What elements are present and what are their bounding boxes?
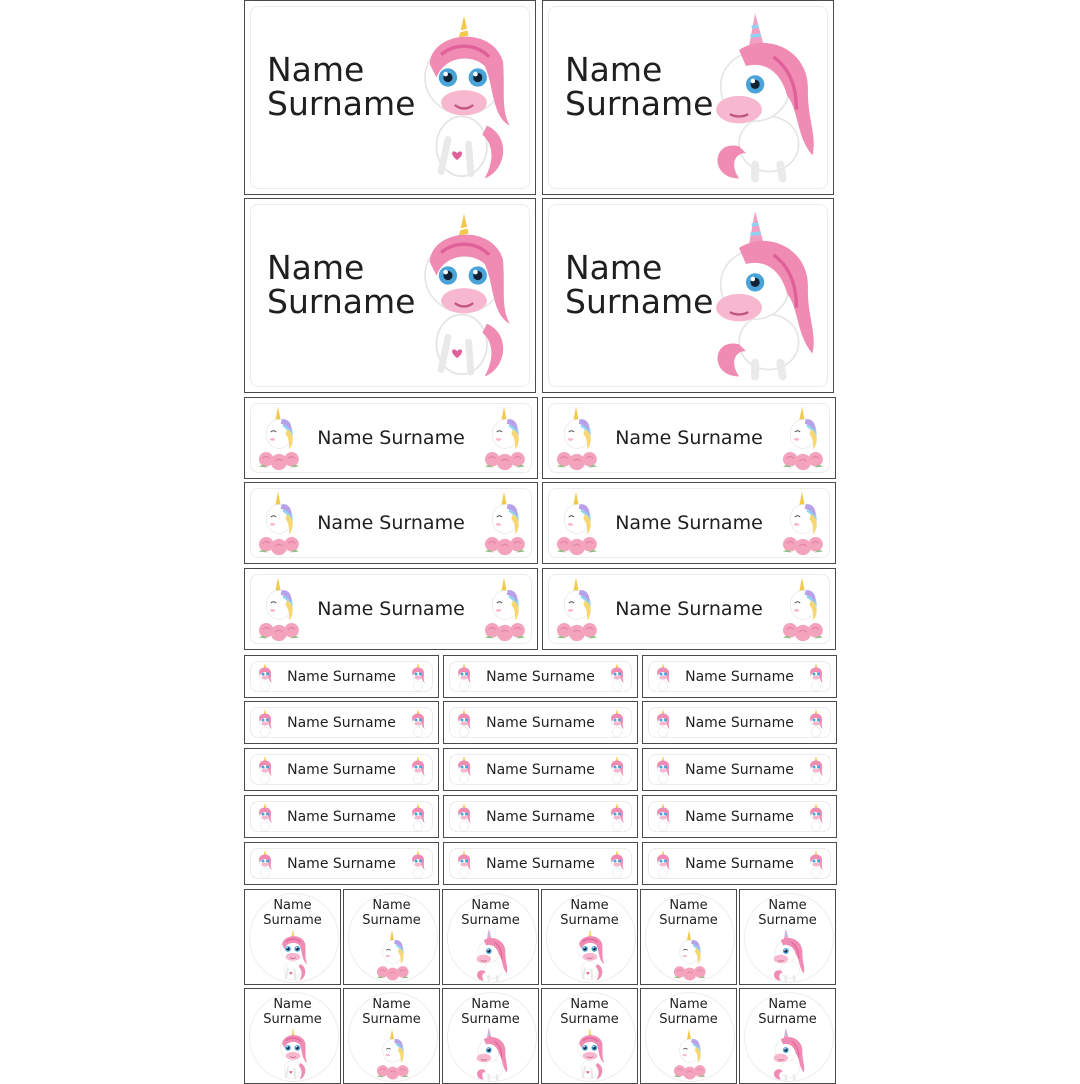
round-name-label [739,889,836,985]
medium-name-label [542,568,836,650]
label-name-text: Name Surname [486,808,595,825]
medium-name-label [244,568,538,650]
round-name-label [640,988,737,1084]
surname-text: Surname [560,1012,619,1027]
first-name-text: Name [768,997,807,1012]
small-name-label [642,701,837,744]
surname-text: Surname [267,282,416,321]
surname-text: Surname [565,84,714,123]
label-name-text [542,997,637,1027]
label-name-text: Name Surname [685,668,794,685]
label-name-text: Name Surname [287,761,396,778]
small-name-label [642,748,837,791]
small-name-label [443,748,638,791]
label-name-text [565,50,714,123]
label-name-text: Name Surname [317,598,465,620]
first-name-text: Name [669,997,708,1012]
surname-text: Surname [565,282,714,321]
rose-bouquet-icon [667,928,711,982]
rose-bouquet-icon [370,928,414,982]
surname-text: Surname [263,913,322,928]
unicorn-pink-icon [405,11,523,183]
unicorn-pink-icon [568,928,612,982]
large-name-label [542,198,834,393]
label-name-text [245,898,340,928]
large-name-label [244,198,536,393]
surname-text: Surname [461,1012,520,1027]
label-name-text: Name Surname [615,427,763,449]
surname-text: Surname [362,913,421,928]
round-name-label [343,889,440,985]
label-name-text: Name Surname [287,808,396,825]
unicorn-pink-icon [271,1027,315,1081]
round-name-label [739,988,836,1084]
first-name-text: Name [669,898,708,913]
medium-name-label [244,397,538,479]
label-name-text: Name Surname [685,855,794,872]
label-name-text: Name Surname [287,855,396,872]
surname-text: Surname [659,913,718,928]
first-name-text: Name [471,997,510,1012]
label-name-text: Name Surname [287,668,396,685]
label-name-text [542,898,637,928]
round-name-label [541,889,638,985]
small-name-label [443,701,638,744]
label-name-text [344,997,439,1027]
label-name-text [267,50,416,123]
label-name-text [740,898,835,928]
medium-name-label [542,397,836,479]
small-name-label [244,748,439,791]
round-name-label [343,988,440,1084]
round-name-label [244,988,341,1084]
unicorn-rainbow-icon [703,11,821,183]
round-name-label [244,889,341,985]
label-name-text [344,898,439,928]
unicorn-rainbow-icon [469,928,513,982]
label-name-text: Name Surname [317,427,465,449]
surname-text: Surname [560,913,619,928]
small-name-label [244,795,439,838]
label-name-text [641,997,736,1027]
round-name-label [640,889,737,985]
round-name-label [442,988,539,1084]
surname-text: Surname [263,1012,322,1027]
small-name-label [244,701,439,744]
first-name-text: Name [267,248,365,287]
surname-text: Surname [758,1012,817,1027]
small-name-label [642,655,837,698]
unicorn-rainbow-icon [703,209,821,381]
surname-text: Surname [758,913,817,928]
label-name-text [740,997,835,1027]
first-name-text: Name [570,898,609,913]
round-name-label [541,988,638,1084]
first-name-text: Name [372,898,411,913]
rose-bouquet-icon [370,1027,414,1081]
label-name-text: Name Surname [486,714,595,731]
label-name-text: Name Surname [685,761,794,778]
first-name-text: Name [565,50,663,89]
label-name-text: Name Surname [486,668,595,685]
medium-name-label [542,482,836,564]
unicorn-pink-icon [271,928,315,982]
unicorn-pink-icon [405,209,523,381]
label-name-text: Name Surname [486,855,595,872]
medium-name-label [244,482,538,564]
surname-text: Surname [659,1012,718,1027]
label-name-text [565,248,714,321]
label-name-text: Name Surname [486,761,595,778]
small-name-label [642,795,837,838]
label-name-text: Name Surname [685,714,794,731]
label-name-text [245,997,340,1027]
first-name-text: Name [273,898,312,913]
label-name-text: Name Surname [615,512,763,534]
label-name-text [443,898,538,928]
unicorn-rainbow-icon [766,1027,810,1081]
first-name-text: Name [565,248,663,287]
first-name-text: Name [372,997,411,1012]
label-name-text: Name Surname [685,808,794,825]
surname-text: Surname [461,913,520,928]
rose-bouquet-icon [667,1027,711,1081]
surname-text: Surname [267,84,416,123]
label-name-text [267,248,416,321]
small-name-label [244,655,439,698]
round-name-label [442,889,539,985]
large-name-label [542,0,834,195]
label-name-text [443,997,538,1027]
large-name-label [244,0,536,195]
first-name-text: Name [471,898,510,913]
label-name-text: Name Surname [615,598,763,620]
small-name-label [244,842,439,885]
unicorn-pink-icon [568,1027,612,1081]
first-name-text: Name [267,50,365,89]
label-name-text: Name Surname [287,714,396,731]
label-name-text [641,898,736,928]
small-name-label [443,795,638,838]
first-name-text: Name [570,997,609,1012]
first-name-text: Name [768,898,807,913]
surname-text: Surname [362,1012,421,1027]
small-name-label [642,842,837,885]
unicorn-rainbow-icon [766,928,810,982]
small-name-label [443,655,638,698]
label-name-text: Name Surname [317,512,465,534]
unicorn-rainbow-icon [469,1027,513,1081]
small-name-label [443,842,638,885]
first-name-text: Name [273,997,312,1012]
